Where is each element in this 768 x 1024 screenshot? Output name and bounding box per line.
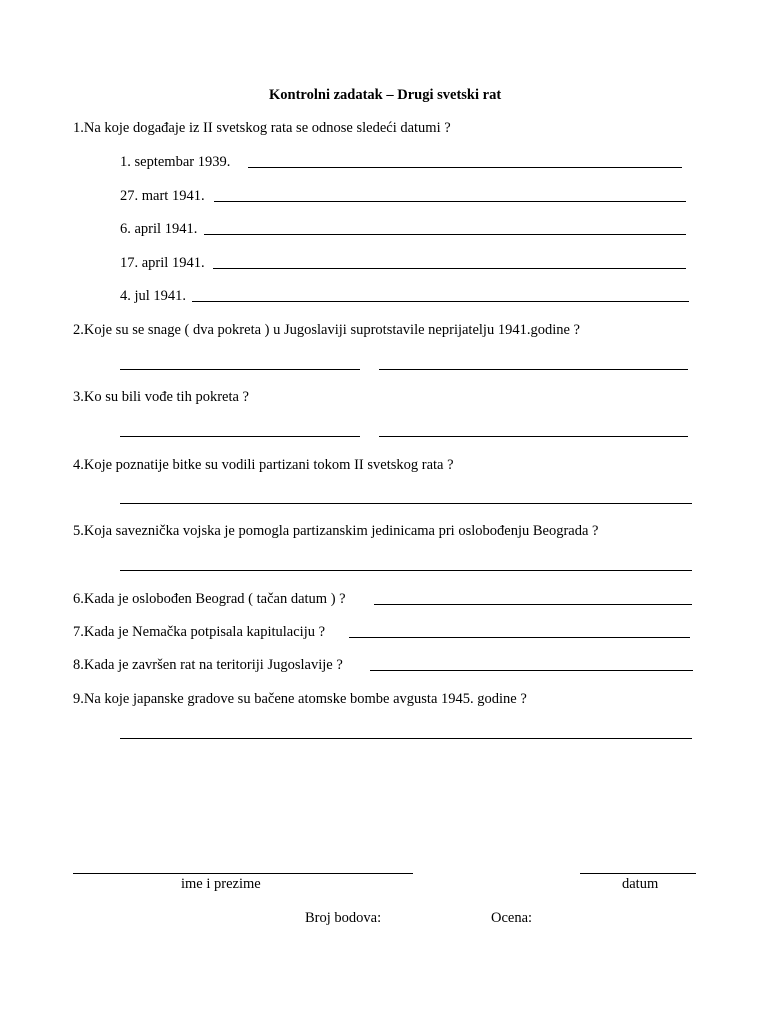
answer-line [248, 167, 682, 168]
date-item: 27. mart 1941. [120, 188, 205, 204]
answer-line [204, 234, 686, 235]
date-item: 1. septembar 1939. [120, 154, 231, 170]
answer-line [192, 301, 689, 302]
answer-line [120, 369, 360, 370]
question-7: 7.Kada je Nemačka potpisala kapitulaciju ? [73, 624, 326, 640]
answer-line [213, 268, 686, 269]
grade-label: Ocena: [491, 910, 533, 926]
question-4: 4.Koje poznatije bitke su vodili partizani tokom II svetskog rata ? [73, 457, 454, 473]
date-item: 17. april 1941. [120, 255, 205, 271]
answer-line [120, 570, 692, 571]
answer-line [370, 670, 693, 671]
name-label: ime i prezime [181, 876, 261, 892]
answer-line [374, 604, 692, 605]
date-item: 6. april 1941. [120, 221, 198, 237]
date-label: datum [622, 876, 659, 892]
answer-line [214, 201, 686, 202]
date-item: 4. jul 1941. [120, 288, 187, 304]
answer-line [379, 369, 688, 370]
page-title: Kontrolni zadatak – Drugi svetski rat [269, 87, 502, 103]
question-1: 1.Na koje događaje iz II svetskog rata se odnose sledeći datumi ? [73, 120, 451, 136]
answer-line [349, 637, 690, 638]
question-2: 2.Koje su se snage ( dva pokreta ) u Jugoslaviji suprotstavile neprijatelju 1941.godine ? [73, 322, 580, 338]
question-6: 6.Kada je oslobođen Beograd ( tačan datum ) ? [73, 591, 346, 607]
answer-line [379, 436, 688, 437]
question-9: 9.Na koje japanske gradove su bačene atomske bombe avgusta 1945. godine ? [73, 691, 527, 707]
question-3: 3.Ko su bili vođe tih pokreta ? [73, 389, 249, 405]
signature-line [73, 873, 413, 874]
answer-line [120, 738, 692, 739]
date-line [580, 873, 696, 874]
answer-line [120, 436, 360, 437]
question-8: 8.Kada je završen rat na teritoriji Jugoslavije ? [73, 657, 343, 673]
points-label: Broj bodova: [305, 910, 382, 926]
question-5: 5.Koja saveznička vojska je pomogla partizanskim jedinicama pri oslobođenju Beograda ? [73, 523, 599, 539]
answer-line [120, 503, 692, 504]
